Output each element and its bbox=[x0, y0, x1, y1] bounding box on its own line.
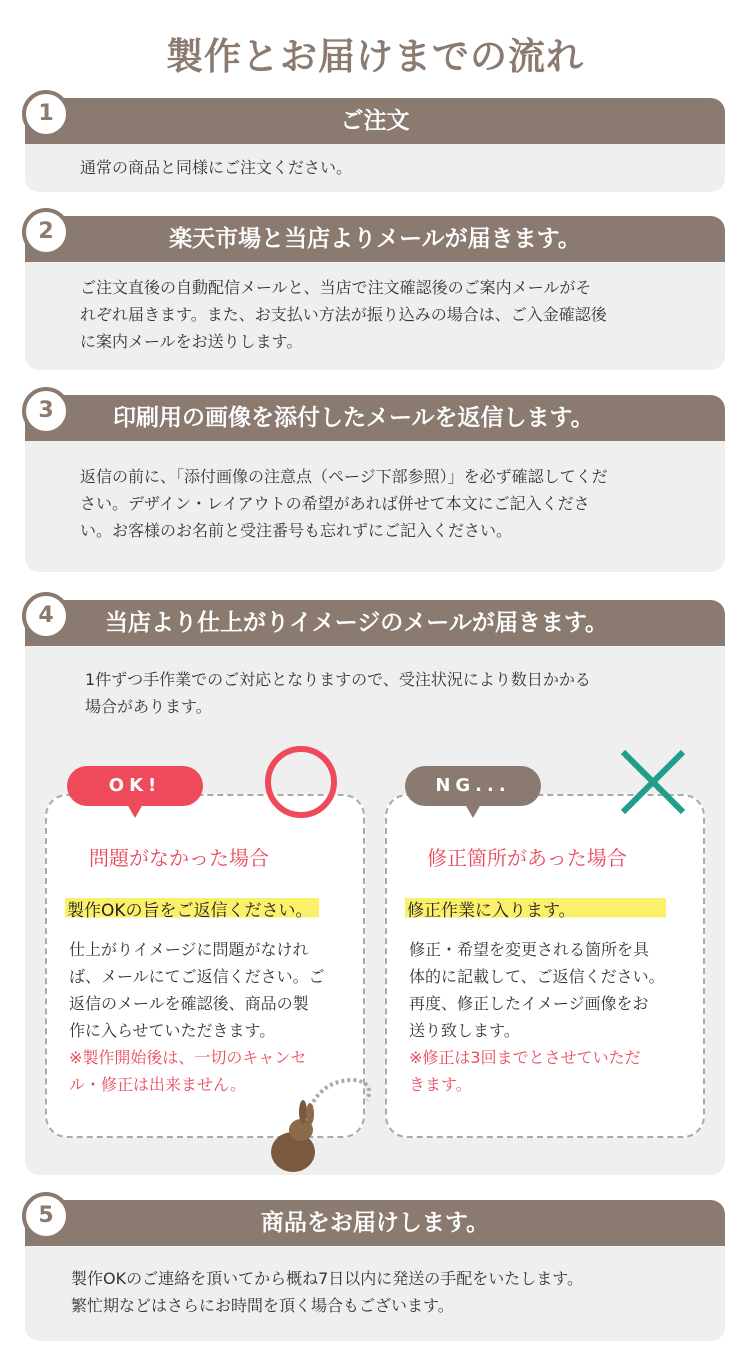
step-5 bbox=[25, 1200, 725, 1341]
bunny-keychain-icon bbox=[263, 1070, 383, 1175]
circle-icon bbox=[265, 746, 337, 818]
step-title: ご注文 bbox=[25, 98, 725, 144]
step-number-2: 2 bbox=[22, 208, 70, 256]
step-body: 返信の前に、「添付画像の注意点（ページ下部参照）」を必ず確認してくだ さい。デザイン・レイアウトの希望があれば併せて本文にご記入くださ い。お客様のお名前と受注番号も忘れずにご記入ください。 bbox=[80, 467, 608, 540]
step-body: 製作OKのご連絡を頂いてから概ね7日以内に発送の手配をいたします。 繁忙期などはさらにお時間を頂く場合もございます。 bbox=[71, 1269, 583, 1315]
ok-card-description: 仕上がりイメージに問題がなけれ ば、メールにてご返信ください。ご 返信のメールを確認後、商品の製 作に入らせていただきます。 bbox=[69, 940, 325, 1040]
step-1 bbox=[25, 98, 725, 192]
step-title: 商品をお届けします。 bbox=[25, 1200, 725, 1246]
step-body: 1件ずつ手作業でのご対応となりますので、受注状況により数日かかる 場合があります。 bbox=[85, 670, 591, 716]
ng-card-description: 修正・希望を変更される箇所を具 体的に記載して、ご返信ください。 再度、修正したイメージ画像をお 送り致します。 bbox=[409, 940, 665, 1040]
ok-card-note: ※製作開始後は、一切のキャンセ ル・修正は出来ません。 bbox=[69, 1048, 307, 1094]
step-4 bbox=[25, 600, 725, 1175]
ng-card-title: 修正箇所があった場合 bbox=[427, 846, 627, 870]
cross-icon bbox=[619, 748, 687, 816]
ng-card-highlight: 修正作業に入ります。 bbox=[405, 896, 666, 921]
step-number-3: 3 bbox=[22, 387, 70, 435]
step-number-5: 5 bbox=[22, 1192, 70, 1240]
step-2 bbox=[25, 216, 725, 370]
ok-card-highlight: 製作OKの旨をご返信ください。 bbox=[65, 896, 319, 921]
ok-card-title: 問題がなかった場合 bbox=[89, 846, 269, 870]
ok-tag: OK! bbox=[67, 766, 203, 806]
step-3 bbox=[25, 395, 725, 572]
step-title: 当店より仕上がりイメージのメールが届きます。 bbox=[25, 600, 725, 646]
ng-card bbox=[385, 794, 705, 1138]
step-number-1: 1 bbox=[22, 90, 70, 138]
ng-card-note: ※修正は3回までとさせていただ きます。 bbox=[409, 1048, 641, 1094]
step-title: 印刷用の画像を添付したメールを返信します。 bbox=[25, 395, 725, 441]
page-title: 製作とお届けまでの流れ bbox=[166, 35, 584, 78]
ng-tag: NG... bbox=[405, 766, 541, 806]
ng-card-text bbox=[409, 936, 699, 1098]
step-number-4: 4 bbox=[22, 592, 70, 640]
step-body: ご注文直後の自動配信メールと、当店で注文確認後のご案内メールがそ れぞれ届きます。また、お支払い方法が振り込みの場合は、ご入金確認後 に案内メールをお送りします。 bbox=[80, 278, 607, 351]
step-body: 通常の商品と同様にご注文ください。 bbox=[80, 158, 353, 177]
step-title: 楽天市場と当店よりメールが届きます。 bbox=[25, 216, 725, 262]
